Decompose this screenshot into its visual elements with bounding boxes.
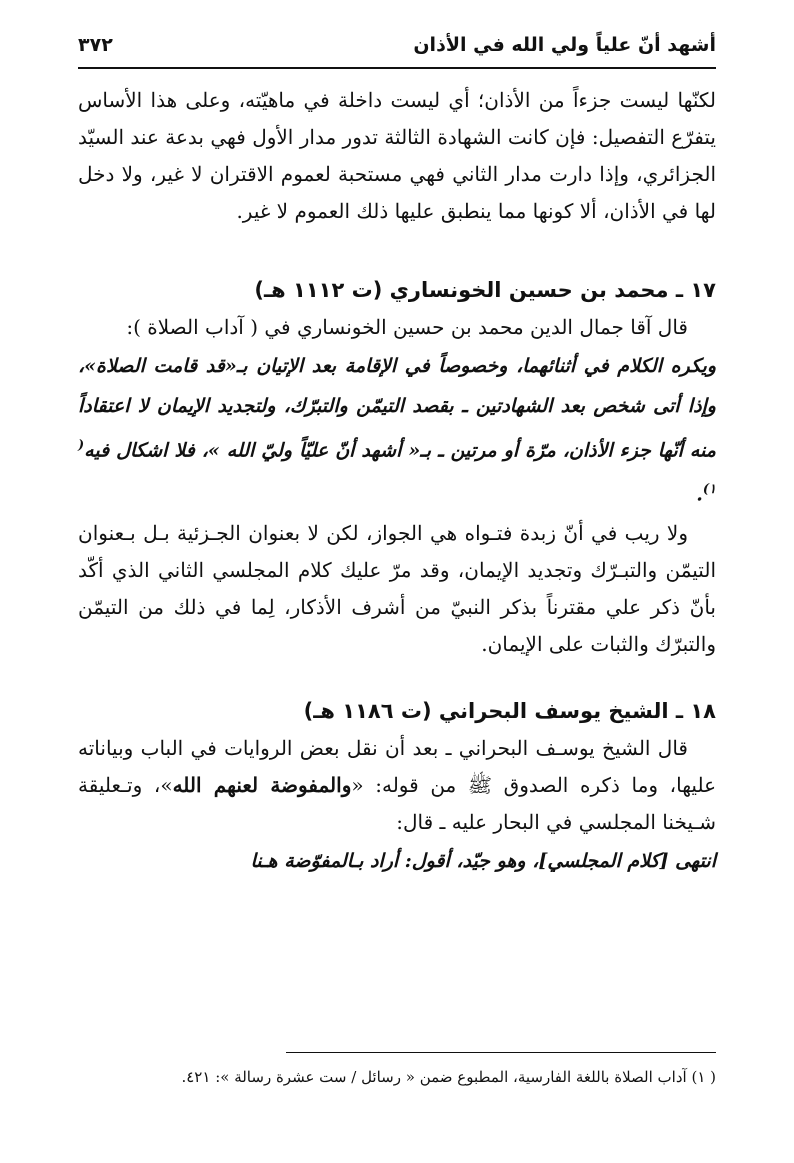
footnote: ( ١) آداب الصلاة باللغة الفارسية، المطبوع ضمن « رسائل / ست عشرة رسالة »: ٤٢١. xyxy=(181,1068,716,1086)
section-17-intro: قال آقا جمال الدين محمد بن حسين الخونساري في ( آداب الصلاة ): xyxy=(126,315,688,339)
header-title: أشهد أنّ علياً ولي الله في الأذان xyxy=(413,34,716,56)
page-number: ٣٧٢ xyxy=(78,34,113,56)
footnote-rule xyxy=(286,1052,716,1053)
quote-end: . xyxy=(696,483,703,506)
quote-text: ويكره الكلام في أثنائهما، وخصوصاً في الإقامة بعد الإتيان بـ«قد قامت الصلاة»، وإذا أتى شخص بعد الشهادتين ـ بقصد التيمّن والتبرّك، ولتجديد الإيمان لا اعتقاداً منه أنّها جزء الأذان، مرّة أو مرتين ـ بـ« أشهد أنّ عليّاً وليّ الله »، فلا اشكال فيه xyxy=(78,355,716,462)
section-spacer xyxy=(78,230,716,272)
section-18-paragraph xyxy=(78,730,716,841)
section-spacer xyxy=(78,663,716,693)
section-17-paragraph: ولا ريب في أنّ زبدة فتـواه هي الجواز، لكن لا بعنوان الجـزئية بـل بـعنوان التيمّن والتبـرّك وتجديد الإيمان، وقد مرّ عليك كلام المجلسي الثاني الذي أكّد بأنّ ذكر علي مقترناً بذكر النبيّ من أشرف الأذكار، لِما في ذلك من التيمّن والتبرّك والثبات على الإيمان. xyxy=(78,520,716,656)
section-18-quote: انتهى [كلام المجلسي]، وهو جيّد، أقول: أراد بـالمفوّضة هـنا xyxy=(250,849,716,872)
page-body xyxy=(78,82,716,881)
running-header xyxy=(78,30,716,64)
header-rule xyxy=(78,67,716,69)
footnote-ref: ( ١) xyxy=(78,438,716,498)
paragraph-opening: لكنّها ليست جزءاً من الأذان؛ أي ليست داخلة في ماهيّته، وعلى هذا الأساس يتفرّع التفصيل: فإن كانت الشهادة الثالثة تدور مدار الأول فهي بدعة عند السيّد الجزائري، وإذا دارت مدار الثاني فهي مستحبة لعموم الاقتران لا غير، ولا دخل لها في الأذان، ألا كونها مما ينطبق عليها ذلك العموم لا غير. xyxy=(78,88,716,223)
section-18-heading: ١٨ ـ الشيخ يوسف البحراني (ت ١١٨٦ هـ) xyxy=(303,698,716,723)
section-17-quote xyxy=(78,346,716,515)
section-17-heading: ١٧ ـ محمد بن حسين الخونساري (ت ١١١٢ هـ) xyxy=(254,278,716,302)
para-part-1: قال الشيخ يوسـف البحراني ـ بعد أن نقل بعض الروايات في الباب وبياناته عليها، وما ذكره الصدوق ﷺ من قوله: « xyxy=(78,735,717,797)
para-bold-quote: والمفوضة لعنهم الله xyxy=(172,772,352,797)
para-part-2: »، وتـعليقة شـيخنا المجلسي في البحار عليه ـ قال: xyxy=(78,772,716,834)
